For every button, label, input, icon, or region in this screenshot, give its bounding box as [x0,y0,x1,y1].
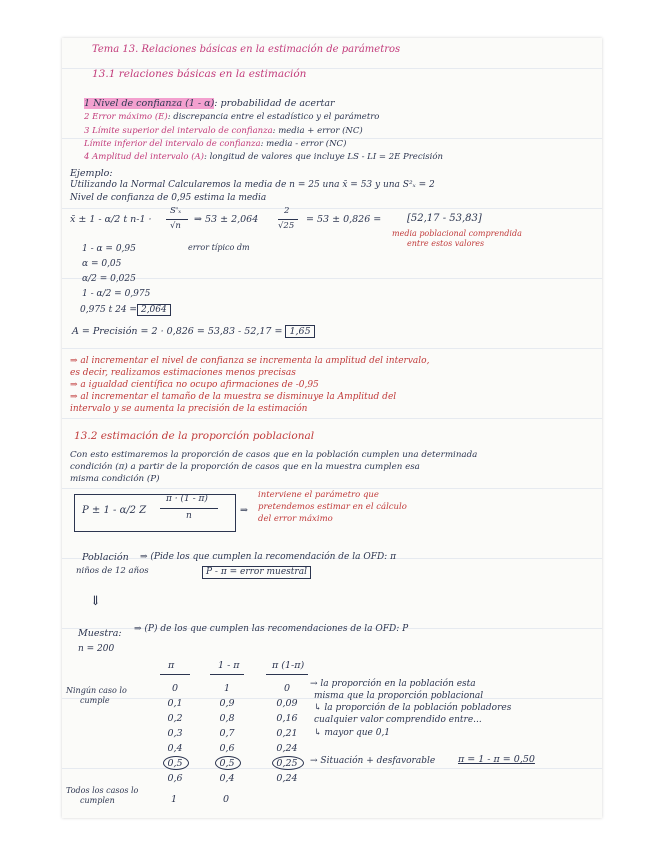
paragraph-line: condición (π) a partir de la proporción de casos que en la muestra cumplen esa [70,462,420,472]
table-cell: 0,8 [219,713,235,724]
situation-note: → Situación + desfavorable [310,756,436,766]
table-note: cualquier valor comprendido entre... [314,715,482,725]
table-cell: 0,6 [167,773,183,784]
highlight-circle [215,756,241,770]
definition-item [84,152,443,162]
calc-step: α = 0,05 [82,259,122,269]
table-cell: 0,5 [167,758,183,769]
table-cell: 0,24 [276,743,298,754]
column-product [270,681,304,786]
table-cell: 0,7 [219,728,235,739]
definition-item [84,112,379,122]
calc-step: α/2 = 0,025 [82,274,136,284]
table-cell: 0,09 [276,698,298,709]
notebook-page [62,38,602,818]
table-cell: 0,25 [276,758,298,769]
ruled-line [62,418,602,419]
page-title: Tema 13. Relaciones básicas en la estimación de parámetros [92,44,401,55]
example-line: Utilizando la Normal Calcularemos la media de n = 25 una x̄ = 53 y una S²ₓ = 2 [70,180,435,190]
table-cell: 0,2 [167,713,183,724]
sampling-error-box: P - π = error muestral [202,566,311,579]
muestra-label: Muestra: [78,628,122,639]
highlight-circle [163,756,189,770]
arrow-icon: ⇒ [240,505,248,516]
fraction-bar [278,219,298,220]
table-cell: 0,4 [167,743,183,754]
definition-text: : media - error (NC) [260,139,347,149]
definition-text: : discrepancia entre el estadístico y el parámetro [167,112,380,122]
ruled-line [62,278,602,279]
fraction-denominator: √n [170,221,181,231]
table-note: misma que la proporción poblacional [314,691,484,701]
conclusion-line: intervalo y se aumenta la precisión de la estimación [70,404,308,414]
precision-box: 1,65 [285,325,314,338]
example-line: Nivel de confianza de 0,95 estima la media [70,193,267,203]
paragraph-line: Con esto estimaremos la proporción de casos que en la población cumplen una determinada [70,450,478,460]
left-note-top: Ningún caso lo cumple [66,686,127,706]
left-note-bottom: Todos los casos lo cumplen [66,786,139,806]
formula-denominator: n [186,511,192,521]
column-one-minus-pi [212,681,242,786]
table-cell: 0 [223,794,230,805]
ruled-line [62,768,602,769]
poblacion-label: Población [82,552,129,563]
down-arrow-icon: ⇓ [90,594,101,609]
muestra-text: ⇒ (P) de los que cumplen las recomendaciones de la OFD: P [134,624,409,634]
conclusion-line: ⇒ al incrementar el tamaño de la muestra se disminuye la Amplitud del [70,392,397,402]
header-underline [210,674,244,675]
table-cell: 0,24 [276,773,298,784]
calc-step: 1 - α/2 = 0,975 [82,289,151,299]
ruled-line [62,348,602,349]
formula-lhs: x̄ ± 1 - α/2 t n-1 · [70,214,152,225]
table-cell: 0,1 [167,698,183,709]
table-cell: 0,16 [276,713,298,724]
table-header: π (1-π) [272,660,305,671]
highlight-circle [272,756,304,770]
section-13-2-heading: 13.2 estimación de la proporción poblacional [74,430,315,442]
conclusion-line: ⇒ a igualdad científica no ocupo afirmaciones de -0,95 [70,380,319,390]
formula-note: del error máximo [258,514,333,524]
interval-result: [52,17 - 53,83] [407,213,482,224]
table-cell: 0 [171,683,179,694]
ruled-line [62,208,602,209]
table-cell: 0 [283,683,291,694]
fraction-numerator: S'ₓ [170,206,182,216]
table-cell: 0,4 [219,773,235,784]
poblacion-text: ⇒ (Pide los que cumplen la recomendación de la OFD: π [140,552,396,562]
fraction-bar [166,219,188,220]
table-cell: 0,9 [219,698,235,709]
formula-note: pretendemos estimar en el cálculo [258,502,407,512]
definition-term: 1 Nivel de confianza (1 - α) [84,98,215,109]
formula-note: interviene el parámetro que [258,490,379,500]
error-label: error típico dm [188,243,250,252]
fraction-bar [160,508,218,509]
table-note: ↳ mayor que 0,1 [314,728,391,738]
interval-note: media poblacional comprendida [392,229,522,238]
header-underline [160,674,190,675]
definition-term: 3 Límite superior del intervalo de confianza [84,126,273,136]
proportion-formula: P ± 1 - α/2 Z [82,505,147,516]
definition-term: Límite inferior del intervalo de confianza [84,139,261,149]
interval-note: entre estos valores [407,239,485,248]
header-underline [266,674,308,675]
precision-line: A = Precisión = 2 · 0,826 = 53,83 - 52,17 = 1,65 [72,326,315,337]
calc-step: 0,975 t 24 = 2,064 [80,305,171,316]
conclusion-line: es decir, realizamos estimaciones menos precisas [70,368,296,378]
table-cell: 0,21 [276,728,298,739]
paragraph-line: misma condición (P) [70,474,160,484]
fraction-denominator: √25 [278,221,295,231]
definition-item [84,139,346,149]
ruled-line [62,488,602,489]
column-pi [160,681,190,786]
definition-item [84,126,363,136]
table-header: π [168,660,175,671]
table-cell: 0,5 [219,758,235,769]
table-cell: 0,3 [167,728,183,739]
definition-term: 4 Amplitud del intervalo (A) [84,152,204,162]
definition-text: : probabilidad de acertar [214,98,335,109]
definition-item [84,98,335,109]
table-cell: 1 [223,683,231,694]
table-header: 1 - π [218,660,240,671]
tvalue-box: 2,064 [137,304,171,316]
conclusion-line: ⇒ al incrementar el nivel de confianza se incrementa la amplitud del intervalo, [70,356,430,366]
definition-text: : longitud de valores que incluye LS - LI = 2E Precisión [204,152,443,162]
table-note: → la proporción en la población esta [310,679,476,689]
table-note: ↳ la proporción de la población pobladores [314,703,512,713]
definition-term: 2 Error máximo (E) [84,112,168,122]
definition-text: : media + error (NC) [272,126,363,136]
table-cell: 0,6 [219,743,235,754]
muestra-n: n = 200 [78,644,115,654]
formula-rhs: = 53 ± 0,826 = [306,214,382,225]
section-13-1-heading: 13.1 relaciones básicas en la estimación [92,68,307,80]
calc-step: 1 - α = 0,95 [82,244,136,254]
situation-formula: π = 1 - π = 0,50 [458,754,535,765]
table-cell: 1 [171,794,178,805]
formula-numerator: π · (1 - π) [166,494,208,504]
formula-middle: ⇒ 53 ± 2,064 [194,214,259,225]
example-label: Ejemplo: [70,168,113,179]
poblacion-subtext: niños de 12 años [76,566,149,576]
fraction-numerator: 2 [284,206,290,216]
